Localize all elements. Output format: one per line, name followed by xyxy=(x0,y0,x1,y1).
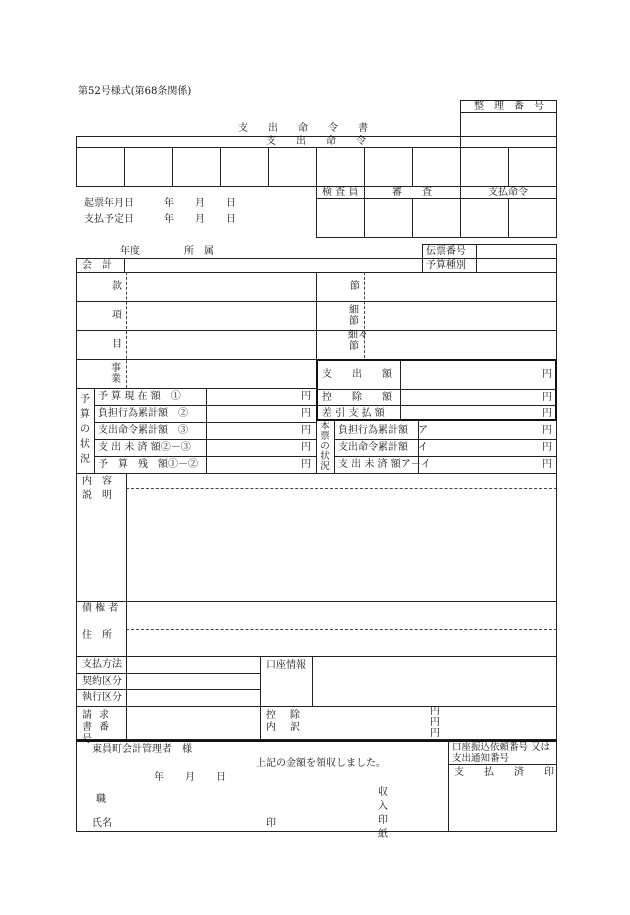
koza-furikomi-label: 口座振込依頼番号 又は支出通知番号 xyxy=(452,742,551,764)
receipt-text: 上記の金額を領収しました。 xyxy=(256,758,386,769)
seikyusho-bango-label: 請 求 書 番 号 xyxy=(82,710,124,745)
yosan-shubetsu-label: 予算種別 xyxy=(426,260,466,271)
shiharai-hoho-label: 支払方法 xyxy=(82,659,122,670)
yen-unit: 円 xyxy=(301,442,311,453)
yen-unit: 円 xyxy=(542,408,552,419)
jigyo-label: 事業 xyxy=(111,363,121,385)
year-label: 年 xyxy=(164,214,174,225)
setsu-label: 節 xyxy=(350,281,360,292)
honhyo-jokyo-label: 本票の状況 xyxy=(320,421,330,472)
koza-joho-label: 口座情報 xyxy=(266,660,306,671)
yen-unit: 円 xyxy=(301,408,311,419)
kou-label: 項 xyxy=(112,310,122,321)
yen-unit: 円 xyxy=(430,717,440,728)
in-label: 印 xyxy=(266,818,276,829)
kojo-gaku-label: 控 除 額 xyxy=(322,392,392,403)
honhyo-row-3: 支 出 未 済 額ア－イ xyxy=(338,459,431,470)
yosan-row-1: 予 算 現 在 額 ① xyxy=(98,391,181,402)
shiharai-zumi-label: 支 払 済 印 xyxy=(454,767,554,778)
yosan-jokyo-label: 予算の状況 xyxy=(80,394,90,465)
year-label: 年 xyxy=(154,772,164,783)
shiharai-date-label: 支払予定日 xyxy=(84,214,134,225)
shikko-kubun-label: 執行区分 xyxy=(82,692,122,703)
yen-unit: 円 xyxy=(430,706,440,717)
content-block xyxy=(76,474,557,602)
payment-method-block xyxy=(76,656,557,740)
kojo-naiyaku-label: 控 除 内 訳 xyxy=(266,710,302,733)
month-label: 月 xyxy=(195,198,205,209)
yosan-row-4: 支 出 未 済 額②－③ xyxy=(98,442,191,453)
yen-unit: 円 xyxy=(430,728,440,739)
yen-unit: 円 xyxy=(301,391,311,402)
nendo-label: 年度 xyxy=(120,246,140,257)
seiri-bango-label: 整 理 番 号 xyxy=(474,101,544,112)
yosan-row-2: 負担行為累計額 ② xyxy=(98,408,188,419)
yen-unit: 円 xyxy=(301,425,311,436)
sashihiki-label: 差 引 支 払 額 xyxy=(322,408,385,419)
shozoku-label: 所 属 xyxy=(184,246,214,257)
yen-unit: 円 xyxy=(542,425,552,436)
receipt-addressee: 東員町会計管理者 様 xyxy=(92,744,192,755)
shinsa-label: 審 査 xyxy=(392,187,432,198)
yen-unit: 円 xyxy=(542,369,552,380)
setsumei-label: 説 明 xyxy=(82,490,112,501)
day-label: 日 xyxy=(216,772,226,783)
shunyu-inshi-label: 収 入 印 紙 xyxy=(378,787,391,840)
moku-label: 目 xyxy=(112,339,122,350)
yen-unit: 円 xyxy=(542,459,552,470)
saisaisetsu-label: 細々節 xyxy=(348,330,368,352)
yosan-row-3: 支出命令累計額 ③ xyxy=(98,425,188,436)
form-number: 第52号様式(第68条関係) xyxy=(78,86,192,97)
order-subtitle: 支 出 命 令 xyxy=(266,136,366,147)
yen-unit: 円 xyxy=(301,459,311,470)
day-label: 日 xyxy=(226,198,236,209)
denpyo-bango-label: 伝票番号 xyxy=(426,246,466,257)
kensain-label: 検 査 員 xyxy=(322,187,359,198)
saikensha-label: 債 権 者 xyxy=(82,603,119,614)
year-label: 年 xyxy=(164,198,174,209)
jusho-label: 住 所 xyxy=(82,630,112,641)
kihyo-date-label: 起票年月日 xyxy=(84,198,134,209)
shiharai-meirei-label: 支払命令 xyxy=(488,187,528,198)
shoku-label: 職 xyxy=(96,794,106,805)
document-title: 支 出 命 令 書 xyxy=(238,123,368,134)
yosan-row-5: 予 算 残 額①－② xyxy=(98,459,198,470)
honhyo-row-1: 負担行為累計額 ア xyxy=(338,425,428,436)
honhyo-row-2: 支出命令累計額 イ xyxy=(338,442,428,453)
shimei-label: 氏名 xyxy=(92,818,112,829)
shishutsu-gaku-label: 支 出 額 xyxy=(322,369,392,380)
month-label: 月 xyxy=(185,772,195,783)
yen-unit: 円 xyxy=(542,442,552,453)
yen-unit: 円 xyxy=(542,392,552,403)
keiyaku-kubun-label: 契約区分 xyxy=(82,676,122,687)
kaikei-label: 会 計 xyxy=(82,260,112,271)
kan-label: 款 xyxy=(112,281,122,292)
saisetsu-label: 細節 xyxy=(349,305,359,327)
naiyo-label: 内 容 xyxy=(82,476,112,487)
month-label: 月 xyxy=(195,214,205,225)
day-label: 日 xyxy=(226,214,236,225)
